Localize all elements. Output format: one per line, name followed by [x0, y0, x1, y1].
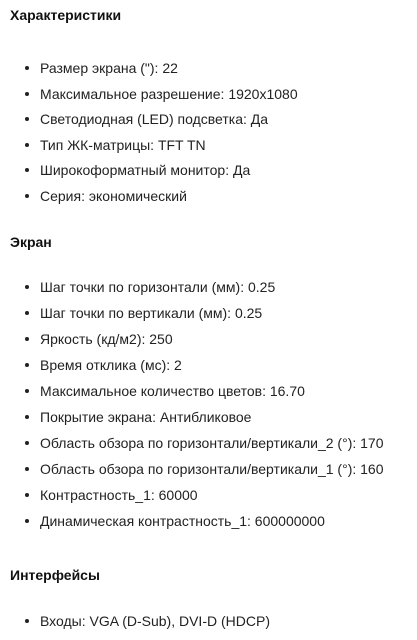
bullet-icon	[25, 493, 29, 497]
bullet-icon	[25, 467, 29, 471]
list-item-text: Шаг точки по горизонтали (мм): 0.25	[40, 279, 276, 295]
list-item-text: Размер экрана ("): 22	[40, 60, 178, 76]
list-item	[0, 186, 417, 206]
list-item	[0, 511, 417, 531]
list-item-text: Максимальное разрешение: 1920x1080	[40, 86, 298, 102]
bullet-icon	[25, 168, 29, 172]
list-item	[0, 160, 417, 180]
list-item-text: Входы: VGA (D-Sub), DVI-D (HDCP)	[40, 613, 270, 629]
list-item	[0, 459, 417, 479]
bullet-icon	[25, 363, 29, 367]
list-item-text: Область обзора по горизонтали/вертикали_2 (°): 170	[40, 435, 384, 451]
bullet-icon	[25, 415, 29, 419]
bullet-icon	[25, 311, 29, 315]
bullet-icon	[25, 441, 29, 445]
list-item	[0, 109, 417, 129]
list-item	[0, 277, 417, 297]
list-item-text: Время отклика (мс): 2	[40, 357, 182, 373]
bullet-icon	[25, 117, 29, 121]
list-item	[0, 84, 417, 104]
bullet-icon	[25, 619, 29, 623]
list-item	[0, 611, 417, 631]
list-item-text: Светодиодная (LED) подсветка: Да	[40, 111, 269, 127]
list-item	[0, 135, 417, 155]
list-item-text: Область обзора по горизонтали/вертикали_1 (°): 160	[40, 461, 384, 477]
bullet-icon	[25, 285, 29, 289]
list-item	[0, 381, 417, 401]
list-item	[0, 58, 417, 78]
list-item-text: Яркость (кд/м2): 250	[40, 331, 173, 347]
list-item	[0, 355, 417, 375]
list-item	[0, 407, 417, 427]
list-item-text: Покрытие экрана: Антибликовое	[40, 409, 252, 425]
list-item	[0, 485, 417, 505]
list-item	[0, 433, 417, 453]
list-item-text: Максимальное количество цветов: 16.70	[40, 383, 305, 399]
section-title: Интерфейсы	[10, 567, 100, 583]
bullet-icon	[25, 389, 29, 393]
list-item-text: Контрастность_1: 60000	[40, 487, 198, 503]
bullet-icon	[25, 337, 29, 341]
bullet-icon	[25, 194, 29, 198]
list-item-text: Серия: экономический	[40, 188, 187, 204]
bullet-icon	[25, 143, 29, 147]
list-item-text: Динамическая контрастность_1: 600000000	[40, 513, 325, 529]
list-item	[0, 329, 417, 349]
list-item-text: Тип ЖК-матрицы: TFT TN	[40, 137, 206, 153]
list-item-text: Шаг точки по вертикали (мм): 0.25	[40, 305, 263, 321]
section-title: Экран	[10, 234, 52, 250]
list-item	[0, 303, 417, 323]
bullet-icon	[25, 66, 29, 70]
section-title: Характеристики	[10, 7, 122, 23]
bullet-icon	[25, 519, 29, 523]
bullet-icon	[25, 92, 29, 96]
list-item-text: Широкоформатный монитор: Да	[40, 162, 251, 178]
